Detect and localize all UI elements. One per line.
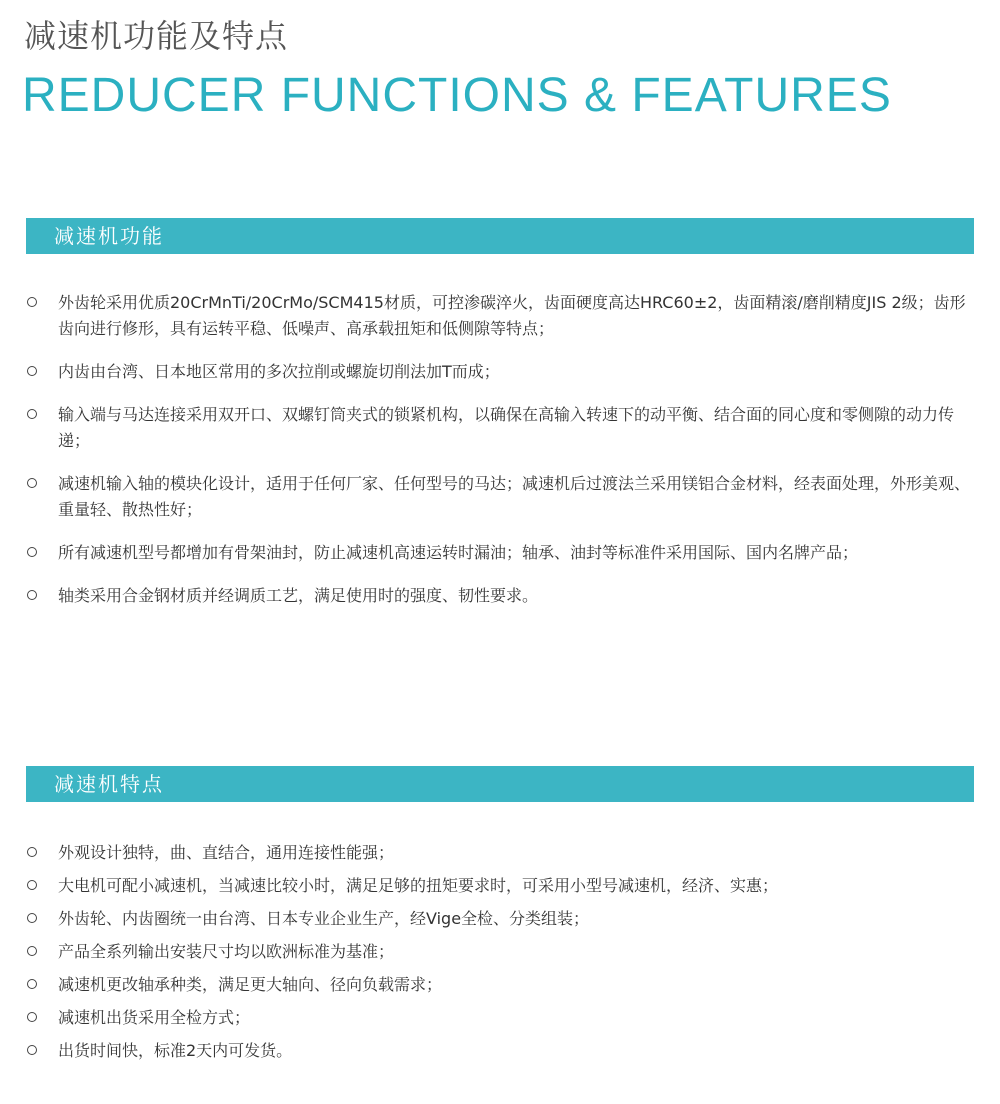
list-item [26, 540, 976, 566]
list-item [26, 840, 976, 866]
circle-bullet-icon [27, 366, 37, 376]
list-item [26, 873, 976, 899]
list-item-text: 外齿轮、内齿圈统一由台湾、日本专业企业生产，经Vige全检、分类组装； [58, 909, 590, 928]
list-item [26, 906, 976, 932]
circle-bullet-icon [27, 913, 37, 923]
section-heading-features: 减速机特点 [54, 772, 164, 796]
list-item [26, 359, 976, 385]
functions-list [26, 290, 976, 626]
list-item-text: 轴类采用合金钢材质并经调质工艺，满足使用时的强度、韧性要求。 [58, 586, 539, 605]
circle-bullet-icon [27, 409, 37, 419]
list-item-text: 外观设计独特，曲、直结合，通用连接性能强； [58, 843, 395, 862]
circle-bullet-icon [27, 1045, 37, 1055]
page-title-en: REDUCER FUNCTIONS & FEATURES [22, 69, 892, 122]
list-item [26, 471, 976, 523]
list-item-text: 减速机出货采用全检方式； [58, 1008, 251, 1027]
list-item-text: 所有减速机型号都增加有骨架油封，防止减速机高速运转时漏油；轴承、油封等标准件采用国际、国内名牌产品； [58, 543, 859, 562]
section-header-functions [26, 218, 974, 254]
page-title-cn: 减速机功能及特点 [24, 17, 289, 55]
list-item-text: 减速机输入轴的模块化设计，适用于任何厂家、任何型号的马达；减速机后过渡法兰采用镁铝合金材料，经表面处理，外形美观、重量轻、散热性好； [58, 474, 971, 519]
list-item-text: 产品全系列输出安装尺寸均以欧洲标准为基准； [58, 942, 395, 961]
circle-bullet-icon [27, 847, 37, 857]
circle-bullet-icon [27, 1012, 37, 1022]
circle-bullet-icon [27, 946, 37, 956]
section-heading-functions: 减速机功能 [54, 224, 164, 248]
list-item-text: 输入端与马达连接采用双开口、双螺钉筒夹式的锁紧机构，以确保在高输入转速下的动平衡、结合面的同心度和零侧隙的动力传递； [58, 405, 955, 450]
list-item-text: 内齿由台湾、日本地区常用的多次拉削或螺旋切削法加T而成； [58, 362, 500, 381]
list-item [26, 939, 976, 965]
list-item-text: 大电机可配小减速机，当减速比较小时，满足足够的扭矩要求时，可采用小型号减速机，经济、实惠； [58, 876, 779, 895]
circle-bullet-icon [27, 590, 37, 600]
section-header-features [26, 766, 974, 802]
list-item [26, 1005, 976, 1031]
list-item [26, 583, 976, 609]
list-item [26, 290, 976, 342]
list-item-text: 减速机更改轴承种类，满足更大轴向、径向负载需求； [58, 975, 443, 994]
list-item-text: 出货时间快，标准2天内可发货。 [58, 1041, 293, 1060]
list-item [26, 972, 976, 998]
list-item [26, 402, 976, 454]
features-list [26, 840, 976, 1071]
circle-bullet-icon [27, 547, 37, 557]
list-item-text: 外齿轮采用优质20CrMnTi/20CrMo/SCM415材质，可控渗碳淬火，齿面硬度高达HRC60±2，齿面精滚/磨削精度JIS 2级；齿形齿向进行修形，具有运转平稳、低噪声、高承载扭矩和低侧隙等特点； [58, 293, 966, 338]
circle-bullet-icon [27, 297, 37, 307]
list-item [26, 1038, 976, 1064]
circle-bullet-icon [27, 880, 37, 890]
circle-bullet-icon [27, 478, 37, 488]
circle-bullet-icon [27, 979, 37, 989]
